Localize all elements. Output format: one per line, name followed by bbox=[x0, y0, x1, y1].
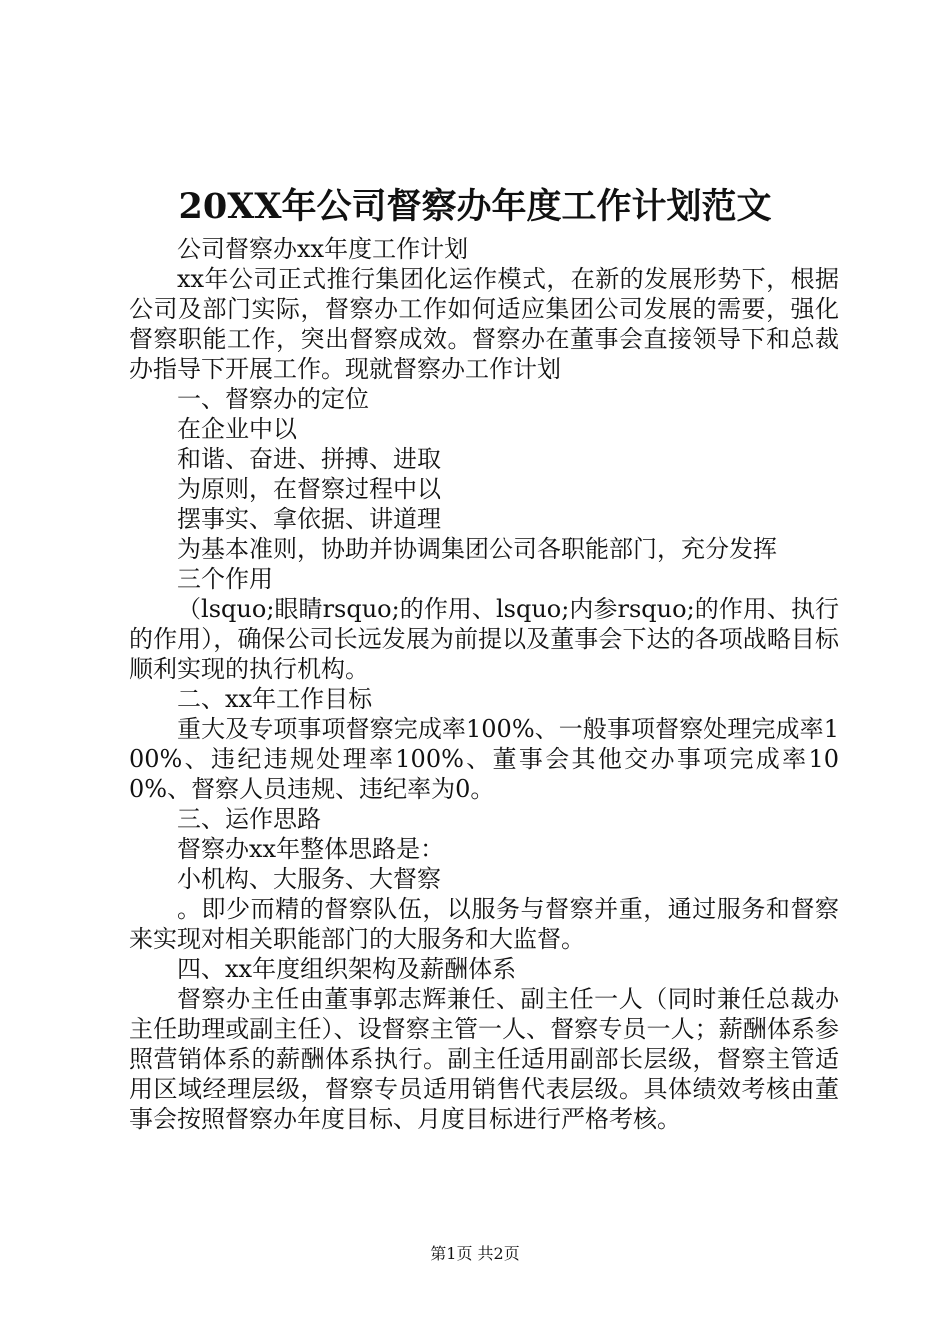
paragraph-organization: 督察办主任由董事郭志辉兼任、副主任一人（同时兼任总裁办主任助理或副主任）、设督察主管一人、督察专员一人；薪酬体系参照营销体系的薪酬体系执行。副主任适用副部长层级，督察主管适用区域经理层级，督察专员适用销售代表层级。具体绩效考核由董事会按照督察办年度目标、月度目标进行严格考核。 bbox=[129, 985, 839, 1133]
page-number-footer: 第1页 共2页 bbox=[430, 1244, 520, 1263]
paragraph-line: 督察办xx年整体思路是： bbox=[177, 835, 445, 863]
section-heading-approach: 三、运作思路 bbox=[177, 805, 321, 833]
document-title: 20XX年公司督察办年度工作计划范文 bbox=[178, 186, 772, 227]
paragraph-line: 小机构、大服务、大督察 bbox=[177, 865, 441, 893]
section-heading-goals: 二、xx年工作目标 bbox=[177, 685, 373, 713]
paragraph-line: 摆事实、拿依据、讲道理 bbox=[177, 505, 441, 533]
paragraph-line: 为基本准则，协助并协调集团公司各职能部门，充分发挥 bbox=[177, 535, 777, 563]
section-heading-organization: 四、xx年度组织架构及薪酬体系 bbox=[177, 955, 517, 983]
paragraph-approach: 。即少而精的督察队伍，以服务与督察并重，通过服务和督察来实现对相关职能部门的大服务和大监督。 bbox=[129, 895, 839, 953]
paragraph-goals: 重大及专项事项督察完成率100%、一般事项督察处理完成率100%、违纪违规处理率100%、董事会其他交办事项完成率100%、督察人员违规、违纪率为0。 bbox=[129, 715, 839, 803]
paragraph-three-roles: （lsquo;眼睛rsquo;的作用、lsquo;内参rsquo;的作用、执行的作用），确保公司长远发展为前提以及董事会下达的各项战略目标顺利实现的执行机构。 bbox=[129, 595, 839, 683]
paragraph-line: 和谐、奋进、拼搏、进取 bbox=[177, 445, 441, 473]
paragraph-heading-plan: 公司督察办xx年度工作计划 bbox=[177, 235, 469, 263]
paragraph-intro: xx年公司正式推行集团化运作模式，在新的发展形势下，根据公司及部门实际，督察办工作如何适应集团公司发展的需要，强化督察职能工作，突出督察成效。督察办在董事会直接领导下和总裁办指导下开展工作。现就督察办工作计划 bbox=[129, 265, 839, 383]
section-heading-positioning: 一、督察办的定位 bbox=[177, 385, 369, 413]
document-body bbox=[129, 234, 839, 1134]
paragraph-line: 为原则，在督察过程中以 bbox=[177, 475, 441, 503]
paragraph-line: 三个作用 bbox=[177, 565, 273, 593]
paragraph-line: 在企业中以 bbox=[177, 415, 297, 443]
